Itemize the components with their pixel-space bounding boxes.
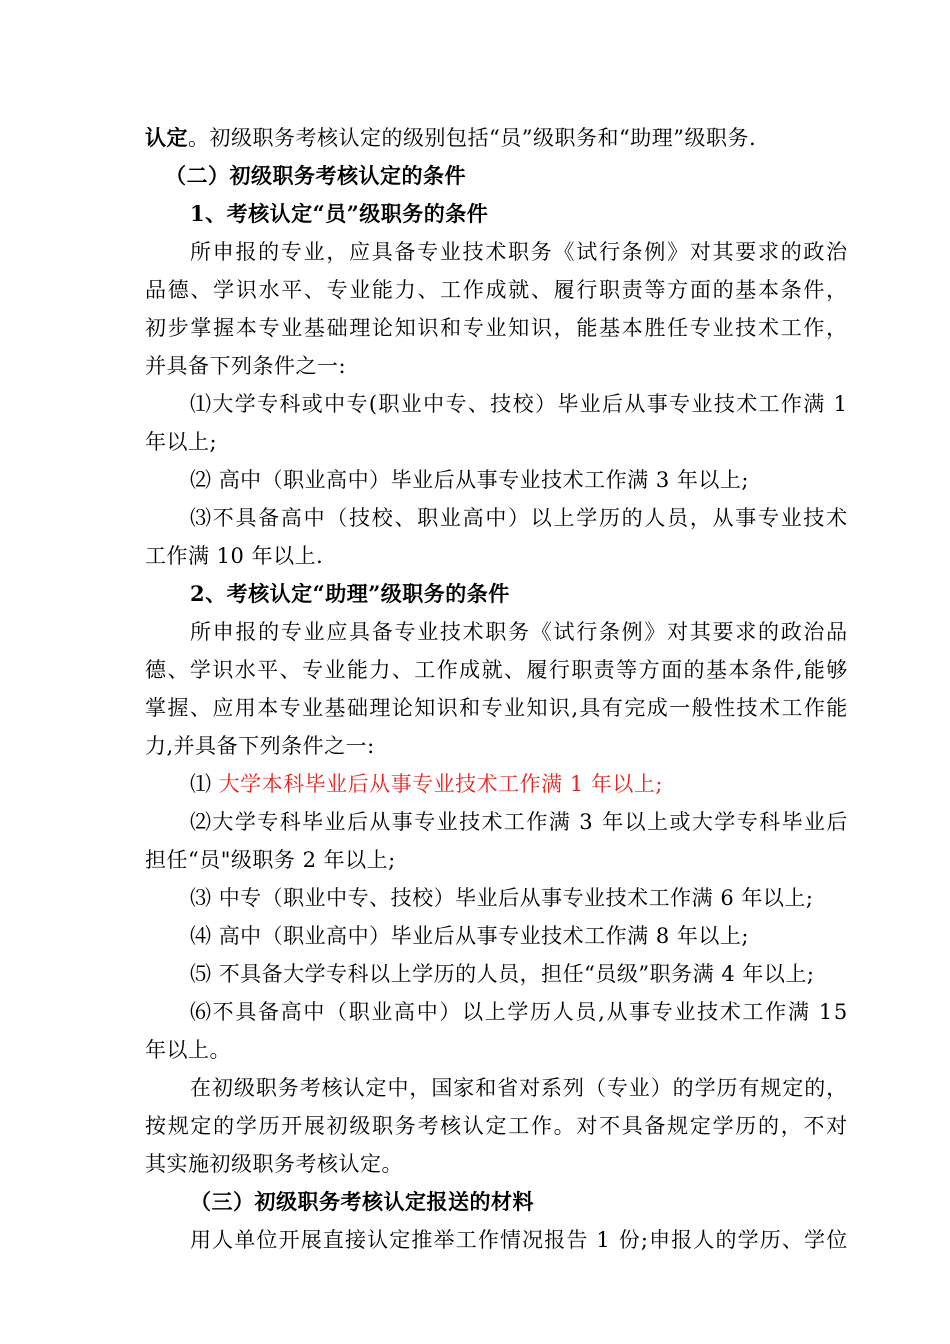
zhuli-intro-line-3: 掌 握 、 应 用 本 专 业 基 础 理 论 知 识 和 专 业 知 识 , 具 有 完 成 一 般 性 技 术 工 作 能 (145, 696, 848, 720)
item-number: ⑹ (190, 1000, 212, 1024)
zhuli-intro-line-2: 德 、 学 识 水 平 、 专 业 能 力 、 工 作 成 就 、 履 行 职 责 等 方 面 的 基 本 条 件 , 能 够 (145, 658, 848, 682)
closing-line-3: 其实施初级职务考核认定。 (145, 1152, 403, 1176)
item-number: ⑴ (190, 392, 212, 416)
zhuli-item-5 (190, 960, 814, 988)
item-number: ⑶ (190, 886, 212, 910)
zhuli-item-6: ⑹ 不 具 备 高 中 （ 职 业 高 中 ） 以 上 学 历 人 员 , 从 事 专 业 技 术 工 作 满 1 5 (190, 1000, 848, 1024)
item-text: 高中（职业高中）毕业后从事专业技术工作满 3 年以上; (218, 468, 749, 492)
yuan-intro-line-1: 所 申 报 的 专 业 ， 应 具 备 专 业 技 术 职 务 《 试 行 条 例 》 对 其 要 求 的 政 治 (190, 240, 848, 264)
yuan-intro-line-4: 并具备下列条件之一: (145, 354, 347, 378)
item-number: ⑷ (190, 924, 212, 948)
item-number: ⑶ (190, 506, 212, 530)
zhuli-item-2: ⑵ 大 学 专 科 毕 业 后 从 事 专 业 技 术 工 作 满 3 年 以 上 或 大 学 专 科 毕 业 后 (190, 810, 848, 834)
closing-line-2: 按 规 定 的 学 历 开 展 初 级 职 务 考 核 认 定 工 作 。 对 不 具 备 规 定 学 历 的 ， 不 对 (145, 1114, 848, 1138)
zhuli-intro-line-1: 所 申 报 的 专 业 应 具 备 专 业 技 术 职 务 《 试 行 条 例 》 对 其 要 求 的 政 治 品 (190, 620, 848, 644)
zhuli-intro-line-4: 力,并具备下列条件之一: (145, 734, 375, 758)
yuan-item-3-cont: 工作满 10 年以上. (145, 544, 324, 568)
yuan-item-1: ⑴ 大 学 专 科 或 中 专 ( 职 业 中 专 、 技 校 ） 毕 业 后 从 事 专 业 技 术 工 作 满 1 (190, 392, 848, 416)
yuan-intro-line-3: 初 步 掌 握 本 专 业 基 础 理 论 知 识 和 专 业 知 识 ， 能 基 本 胜 任 专 业 技 术 工 作 ， (145, 316, 848, 340)
subheading-yuan: 1、考核认定“员”级职务的条件 (190, 201, 489, 226)
section-heading-2: （二）初级职务考核认定的条件 (165, 163, 466, 188)
materials-text: 用 人 单 位 开 展 直 接 认 定 推 举 工 作 情 况 报 告 1 份 ; 申 报 人 的 学 历 、 学 位 (190, 1228, 848, 1252)
yuan-intro-line-2: 品 德 、 学 识 水 平 、 专 业 能 力 、 工 作 成 就 、 履 行 职 责 等 方 面 的 基 本 条 件 ， (145, 278, 848, 302)
item-number: ⑸ (190, 962, 212, 986)
zhuli-item-1 (190, 770, 663, 798)
zhuli-item-4 (190, 922, 749, 950)
paragraph-continuation (145, 124, 756, 152)
subheading-zhuli: 2、考核认定“助理”级职务的条件 (190, 581, 510, 606)
section-heading-3: （三）初级职务考核认定报送的材料 (190, 1189, 534, 1214)
zhuli-item-3 (190, 884, 813, 912)
yuan-item-1-cont: 年以上; (145, 430, 218, 454)
zhuli-item-6-cont: 年以上。 (145, 1038, 231, 1062)
paragraph-text: 。初级职务考核认定的级别包括“员”级职务和“助理”级职务. (188, 126, 757, 150)
zhuli-item-2-cont: 担任“员"级职务 2 年以上; (145, 848, 396, 872)
item-number: ⑵ (190, 810, 212, 834)
item-number: ⑴ (190, 772, 212, 796)
yuan-item-3: ⑶ 不 具 备 高 中 （ 技 校 、 职 业 高 中 ） 以 上 学 历 的 人 员 ， 从 事 专 业 技 术 (190, 506, 848, 530)
item-text: 高中（职业高中）毕业后从事专业技术工作满 8 年以上; (218, 924, 749, 948)
item-text: 不具备大学专科以上学历的人员，担任“员级”职务满 4 年以上; (218, 962, 815, 986)
item-text: 中专（职业中专、技校）毕业后从事专业技术工作满 6 年以上; (218, 886, 814, 910)
bold-term: 认定 (145, 125, 188, 150)
item-number: ⑵ (190, 468, 212, 492)
closing-line-1: 在 初 级 职 务 考 核 认 定 中 ， 国 家 和 省 对 系 列 （ 专 业 ） 的 学 历 有 规 定 的 ， (190, 1076, 848, 1100)
highlighted-item-text: 大学本科毕业后从事专业技术工作满 1 年以上; (218, 772, 663, 796)
yuan-item-2 (190, 466, 749, 494)
